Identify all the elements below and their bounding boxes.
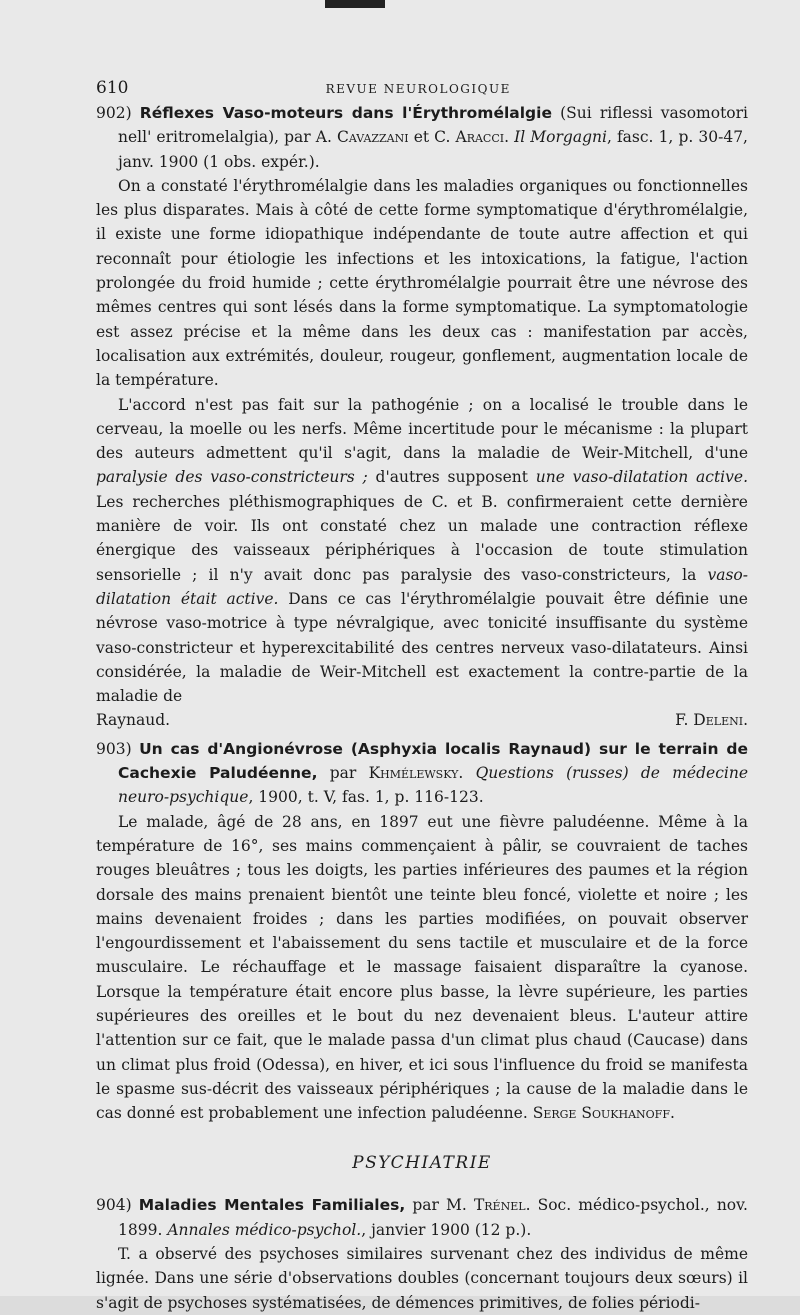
article-902-paragraph-1: On a constaté l'érythromélalgie dans les maladies organiques ou fonctionnelles les plus disparates. Mais à côté de cette forme symptomatique d'érythromélalgie, il existe une forme idiopathique indépendante de toute autre affection et qui reconnaît pour étiologie les infections et les intoxications, la fatigue, l'action prolongée du froid humide ; cette érythromélalgie pourrait être une névrose des mêmes centres qui sont lésés dans la forme symptomatique. La symptomatologie est assez précise et la même dans les deux cas : manifestation par accès, localisation aux extrémités, douleur, rougeur, gonflement, augmentation locale de la température. [96, 176, 748, 390]
text-run: Les recherches pléthismographiques de C. et B. confirmeraient cette dernière manière de voir. Ils ont constaté chez un malade une contraction réflexe énergique des vaisseaux périphériques à l'occasion de toute stimulation sensorielle ; il n'y avait donc pas paralysie des vaso-constricteurs, la [96, 492, 748, 584]
article-902-paragraph-2 [96, 393, 748, 709]
italic-run: paralysie des vaso-constricteurs ; [96, 468, 368, 487]
article-903-ref: . [458, 764, 476, 783]
italic-run: vaso-dilatation était active. [96, 565, 748, 608]
article-902-journal: Il Morgagni [514, 128, 607, 147]
article-904-author: Trénel [473, 1196, 526, 1215]
article-902-number: 902) [96, 104, 132, 122]
article-902-author-1: Cavazzani [337, 128, 409, 147]
article-903-signature: Serge Soukhanoff. [532, 1104, 675, 1123]
article-904-title: Maladies Mentales Familiales, [138, 1196, 406, 1215]
text-run: L'accord n'est pas fait sur la pathogénie ; on a localisé le trouble dans le cerveau, la moelle ou les nerfs. Même incertitude pour le mécanisme : la plupart des auteurs admettent qu'il s'agit, dans la maladie de Weir-Mitchell, d'une [96, 395, 748, 463]
text-run: d'autres supposent [367, 468, 536, 487]
section-title: PSYCHIATRIE [352, 1153, 492, 1174]
article-903-heading [96, 737, 748, 810]
italic-run: une vaso-dilatation active. [535, 468, 748, 487]
running-title: REVUE NEUROLOGIQUE [325, 82, 511, 96]
page-edge-mark [325, 0, 385, 8]
article-903-ref: par [317, 764, 369, 783]
article-902-heading [96, 101, 748, 174]
article-903-author: Khmélewsky [368, 764, 459, 783]
article-903-title: Un cas d'Angionévrose (Asphyxia localis Raynaud) sur le terrain de Cachexie Paludéenne, [118, 739, 748, 783]
article-903-number: 903) [96, 739, 132, 758]
text-run: Dans ce cas l'érythromélalgie pouvait être définie une névrose vaso-motrice à type névralgique, avec tonicité insuffisante du système vaso-constricteur et hyperexcitabilité des centres nerveux vaso-dilatateurs. Ainsi considérée, la maladie de Weir-Mitchell est exactement la contre-partie de la maladie de [96, 589, 748, 706]
article-903-ref: , 1900, t. V, fas. 1, p. 116-123. [248, 788, 484, 807]
article-902-ref: et C. [408, 128, 456, 147]
article-902-ref: (Sui riflessi vasomotori nell' eritromelalgia), par A. [118, 104, 749, 147]
article-902-ref: . [504, 128, 515, 147]
article-902-signature: F. Deleni. [675, 711, 748, 730]
last-word: Raynaud. [96, 711, 171, 730]
article-904-number: 904) [96, 1196, 132, 1215]
article-904-ref: , janvier 1900 (12 p.). [361, 1220, 532, 1239]
article-903-paragraph-1 [96, 810, 748, 1126]
page-number: 610 [96, 78, 129, 98]
article-903-journal: Questions (russes) de médecine neuro-psychique [118, 764, 748, 807]
page-header [96, 78, 748, 98]
article-904-ref: . Soc. médico-psychol., nov. 1899. [118, 1196, 748, 1239]
article-902-author-2: Aracci [455, 128, 505, 147]
page-content [96, 101, 748, 1315]
text-run: Le malade, âgé de 28 ans, en 1897 eut une fièvre paludéenne. Même à la température de 16°, ses mains commençaient à pâlir, se couvraient de taches rouges bleuâtres ; tous les doigts, les parties inférieures des paumes et la région dorsale des mains prenaient bientôt une teinte bleu foncé, violette et noire ; les mains devenaient froides ; dans les parties modifiées, on pouvait observer l'engourdissement et l'abaissement du sens tactile et musculaire et de la force musculaire. Le réchauffage et le massage faisaient disparaître la cyanose. Lorsque la température était encore plus basse, la lèvre supérieure, les parties supérieures des oreilles et le bout du nez devenaient bleus. L'auteur attire l'attention sur ce fait, que le malade passa d'un climat plus chaud (Caucase) dans un climat plus froid (Odessa), en hiver, et ici sous l'influence du froid se manifesta le spasme sus-décrit des vaisseaux périphériques ; la cause de la maladie dans le cas donné est probablement une infection paludéenne. [96, 812, 748, 1123]
article-902-title: Réflexes Vaso-moteurs dans l'Érythromélalgie [139, 104, 552, 122]
article-904-journal: Annales médico-psychol. [167, 1220, 362, 1239]
article-904-paragraph-1: T. a observé des psychoses similaires survenant chez des individus de même lignée. Dans une série d'observations doubles (concernant toujours deux sœurs) il s'agit de psychoses systématisées, de démences primitives, de folies périodi- [96, 1245, 748, 1312]
article-902-signature-line [96, 708, 748, 732]
article-904-heading [96, 1193, 748, 1242]
article-904-ref: par M. [405, 1196, 474, 1215]
article-902-ref: , fasc. 1, p. 30-47, janv. 1900 (1 obs. expér.). [118, 128, 748, 171]
